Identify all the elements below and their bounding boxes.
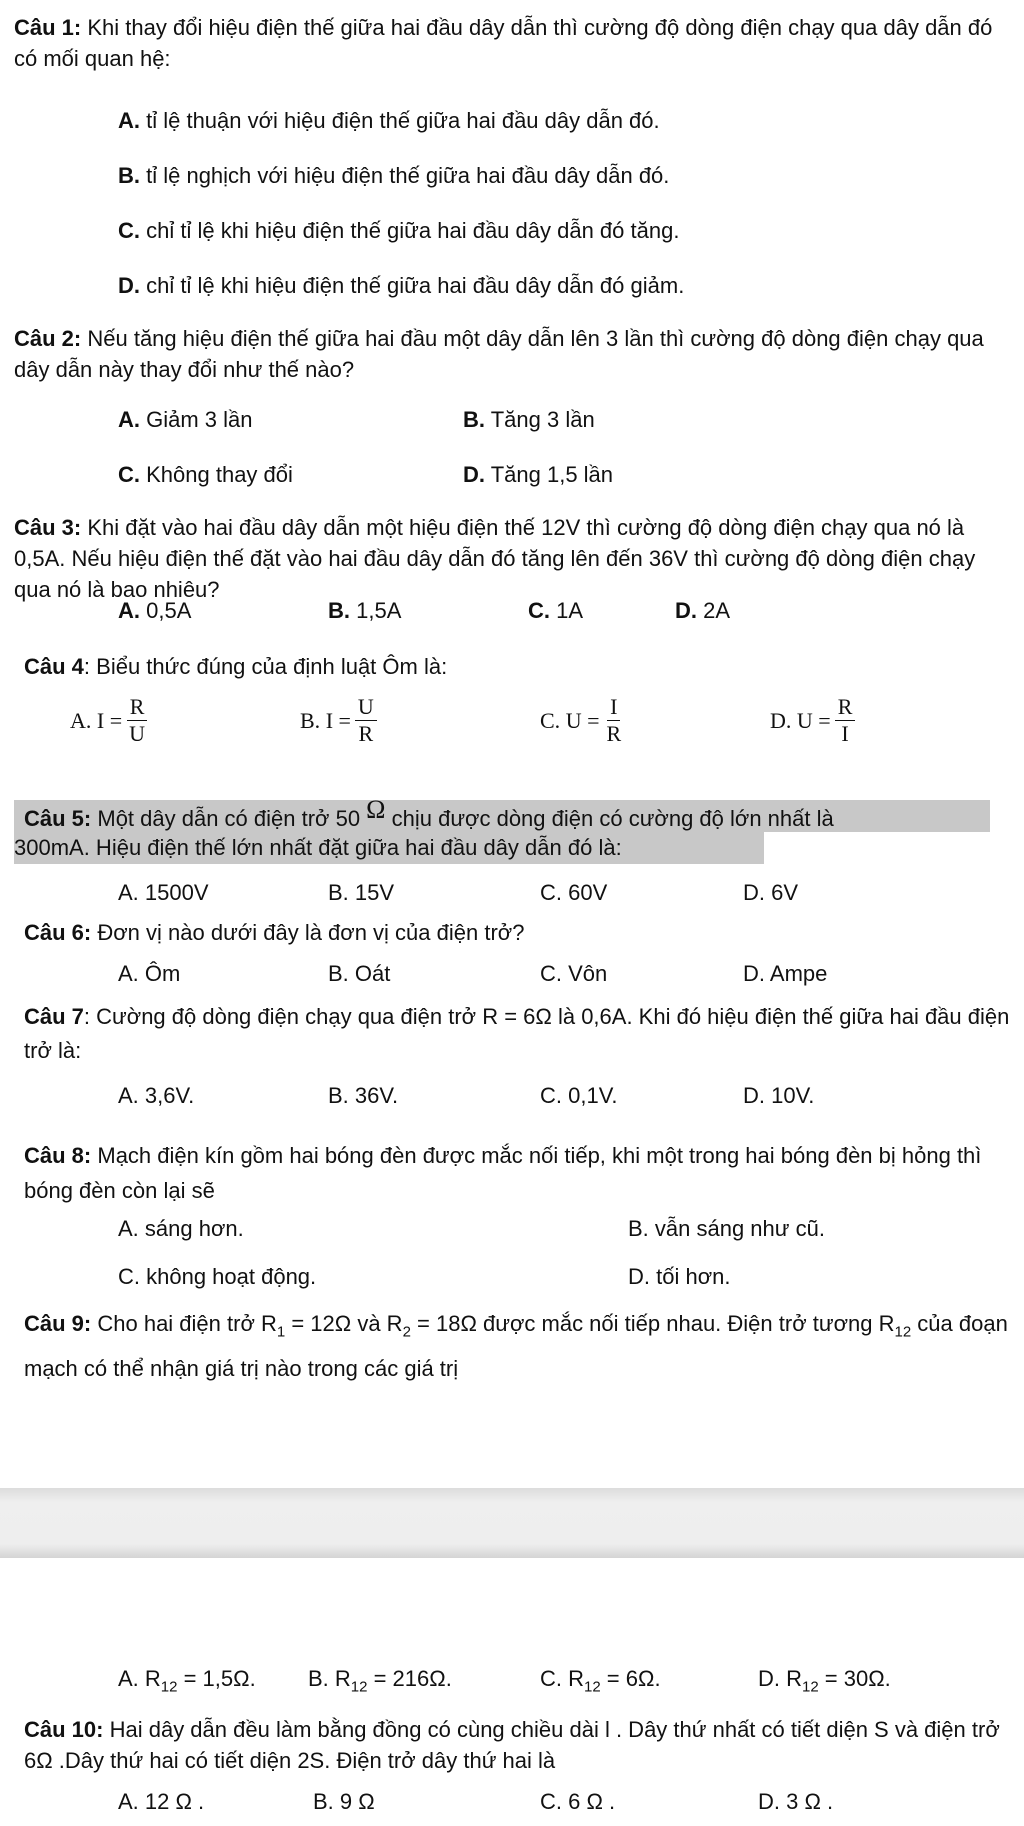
q7-option-b[interactable]: B. 36V. (328, 1083, 399, 1108)
q8-option-a[interactable]: A. sáng hơn. (118, 1216, 244, 1241)
q2-option-b[interactable]: B. Tăng 3 lần (463, 407, 595, 432)
omega-symbol: Ω (366, 795, 386, 824)
q6-stem: Câu 6: Đơn vị nào dưới đây là đơn vị của điện trở? (24, 920, 525, 945)
q3-stem: Câu 3: Khi đặt vào hai đầu dây dẫn một hiệu điện thế 12V thì cường độ dòng điện chạy qua nó là 0,5A. Nếu hiệu điện thế đặt vào hai đầu dây dẫn đó tăng lên đến 36V thì cường độ dòng điện chạy qua nó là bao nhiêu? (14, 515, 976, 602)
q7-option-a[interactable]: A. 3,6V. (118, 1083, 195, 1108)
q5-stem-line2: 300mA. Hiệu điện thế lớn nhất đặt giữa hai đầu dây dẫn đó là: (14, 835, 622, 860)
q1-option-b[interactable]: B. tỉ lệ nghịch với hiệu điện thế giữa hai đầu dây dẫn đó. (118, 163, 670, 188)
q4-stem: Câu 4: Biểu thức đúng của định luật Ôm là: (24, 654, 448, 679)
q2-stem: Câu 2: Nếu tăng hiệu điện thế giữa hai đầu một dây dẫn lên 3 lần thì cường độ dòng điện chạy qua dây dẫn này thay đổi như thế nào? (14, 326, 984, 382)
q10-option-a[interactable]: A. 12 Ω . (118, 1789, 205, 1814)
page-separator (0, 1488, 1024, 1558)
q4-option-a[interactable]: A. I = $\frac{R}{U}$ (70, 694, 148, 747)
q3-option-a[interactable]: A. 0,5A (118, 598, 192, 623)
q8-stem: Câu 8: Mạch điện kín gồm hai bóng đèn được mắc nối tiếp, khi một trong hai bóng đèn bị hỏng thì bóng đèn còn lại sẽ (24, 1143, 982, 1203)
q9-option-d[interactable]: D. $R_{12} = 30\Omega$. (758, 1666, 891, 1696)
q4-b-fraction: $\frac{U}{R}$ (355, 694, 377, 747)
q6-option-d[interactable]: D. Ampe (743, 961, 828, 986)
q3-option-c[interactable]: C. 1A (528, 598, 584, 623)
q4-d-fraction: $\frac{R}{I}$ (835, 694, 856, 747)
q5-option-d[interactable]: D. 6V (743, 880, 799, 905)
q1-option-c[interactable]: C. chỉ tỉ lệ khi hiệu điện thế giữa hai đầu dây dẫn đó tăng. (118, 218, 680, 243)
q4-option-d[interactable]: D. U = $\frac{R}{I}$ (770, 694, 855, 747)
q2-option-c[interactable]: C. Không thay đổi (118, 462, 293, 487)
q1-option-d[interactable]: D. chỉ tỉ lệ khi hiệu điện thế giữa hai đầu dây dẫn đó giảm. (118, 273, 685, 298)
q4-option-b[interactable]: B. I = $\frac{U}{R}$ (300, 694, 377, 747)
q3-option-d[interactable]: D. 2A (675, 598, 731, 623)
q10-option-c[interactable]: C. 6 Ω . (540, 1789, 616, 1814)
q9-stem: Câu 9: Cho hai điện trở $R_1 = 12\Omega$ và $R_2 = 18\Omega$ được mắc nối tiếp nhau. Điện trở tương $R_{12}$ của đoạn mạch có thể nhận giá trị nào trong các giá trị (24, 1311, 1008, 1382)
q8-option-c[interactable]: C. không hoạt động. (118, 1264, 317, 1289)
q7-stem: Câu 7: Cường độ dòng điện chạy qua điện trở R = 6Ω là 0,6A. Khi đó hiệu điện thế giữa hai đầu điện trở là: (24, 1004, 1010, 1063)
q9-option-b[interactable]: B. $R_{12} = 216\Omega$. (308, 1666, 452, 1696)
q5-option-b[interactable]: B. 15V (328, 880, 395, 905)
q7-option-d[interactable]: D. 10V. (743, 1083, 815, 1108)
q7-option-c[interactable]: C. 0,1V. (540, 1083, 618, 1108)
q1-stem: Câu 1: Khi thay đổi hiệu điện thế giữa hai đầu dây dẫn thì cường độ dòng điện chạy qua dây dẫn đó có mối quan hệ: (14, 15, 993, 71)
q4-c-fraction: $\frac{I}{R}$ (606, 694, 622, 746)
q4-option-c[interactable]: C. U = $\frac{I}{R}$ (540, 694, 624, 747)
q9-option-c[interactable]: C. $R_{12} = 6\Omega$. (540, 1666, 661, 1696)
q4-a-fraction: $\frac{R}{U}$ (126, 694, 148, 747)
q5-option-a[interactable]: A. 1500V (118, 880, 209, 905)
q9-option-a[interactable]: A. $R_{12} = 1,5\Omega$. (118, 1666, 256, 1696)
q10-option-b[interactable]: B. 9 Ω (313, 1789, 375, 1814)
q8-option-b[interactable]: B. vẫn sáng như cũ. (628, 1216, 825, 1241)
q6-option-a[interactable]: A. Ôm (118, 961, 181, 986)
q6-option-c[interactable]: C. Vôn (540, 961, 608, 986)
q5-option-c[interactable]: C. 60V (540, 880, 608, 905)
q5-stem-line1: Câu 5: Một dây dẫn có điện trở 50 Ω chịu được dòng điện có cường độ lớn nhất là (24, 795, 834, 831)
q10-stem: Câu 10: Hai dây dẫn đều làm bằng đồng có cùng chiều dài l . Dây thứ nhất có tiết diện S và điện trở 6Ω .Dây thứ hai có tiết diện 2S. Điện trở dây thứ hai là (24, 1717, 1000, 1773)
q1-option-a[interactable]: A. tỉ lệ thuận với hiệu điện thế giữa hai đầu dây dẫn đó. (118, 108, 660, 133)
q8-option-d[interactable]: D. tối hơn. (628, 1264, 731, 1289)
q2-option-d[interactable]: D. Tăng 1,5 lần (463, 462, 614, 487)
q2-option-a[interactable]: A. Giảm 3 lần (118, 407, 253, 432)
q6-option-b[interactable]: B. Oát (328, 961, 391, 986)
q3-option-b[interactable]: B. 1,5A (328, 598, 402, 623)
q10-option-d[interactable]: D. 3 Ω . (758, 1789, 834, 1814)
